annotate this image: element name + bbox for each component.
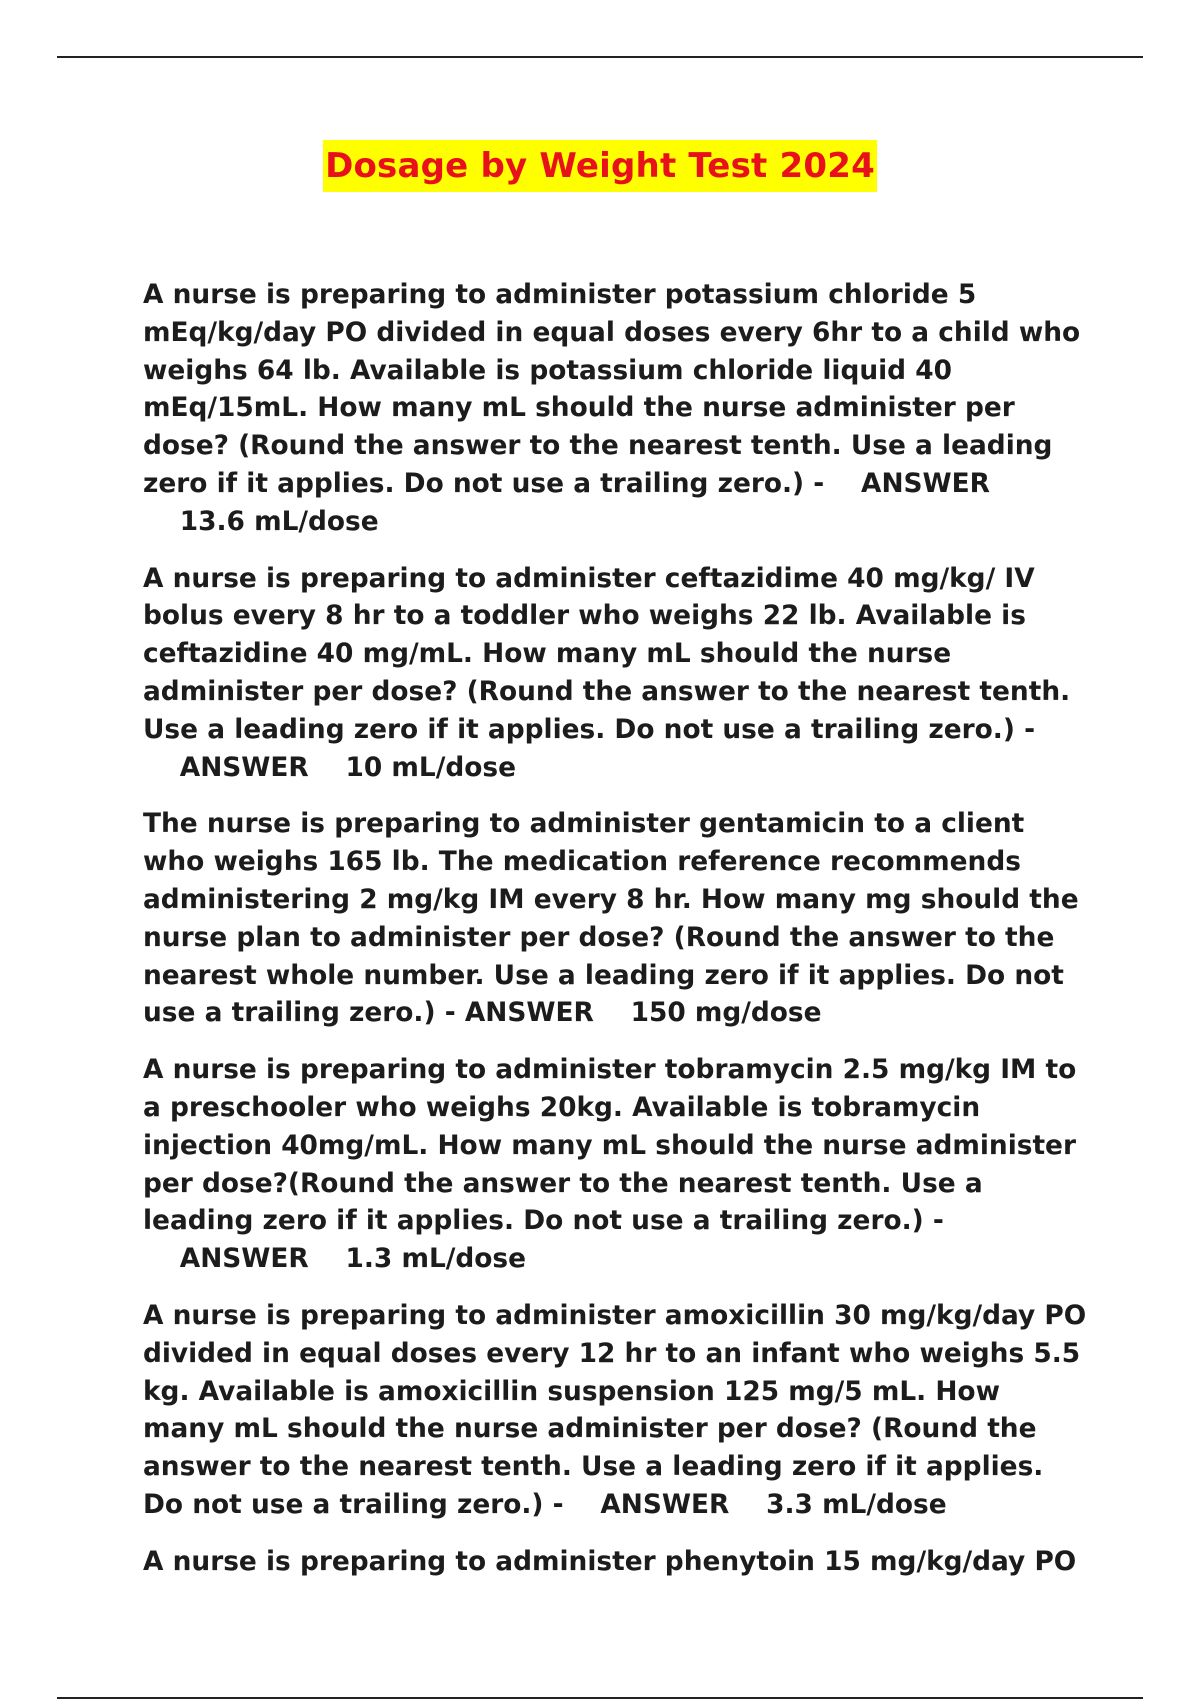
answer-label: ANSWER	[464, 997, 594, 1029]
answer-label: ANSWER	[861, 467, 991, 499]
answer-value: 3.3 mL/dose	[766, 1488, 947, 1520]
answer-label: ANSWER	[179, 1243, 309, 1275]
document-title: Dosage by Weight Test 2024	[323, 140, 877, 192]
question-item-2	[143, 560, 1088, 787]
answer-value: 13.6 mL/dose	[179, 505, 379, 537]
answer-label: ANSWER	[179, 751, 309, 783]
question-item-5	[143, 1297, 1088, 1524]
answer-value: 1.3 mL/dose	[345, 1243, 527, 1275]
bottom-rule	[57, 1697, 1143, 1699]
answer-label: ANSWER	[600, 1488, 730, 1520]
question-text: A nurse is preparing to administer tobramycin 2.5 mg/kg IM to a preschooler who weighs 20kg. Available is tobramycin injection 40mg/mL. How many mL should the nurse administer per dose?(Round the answer to the nearest tenth. Use a leading zero if it applies. Do not use a trailing zero.) -	[143, 1054, 1077, 1237]
question-text: A nurse is preparing to administer amoxicillin 30 mg/kg/day PO divided in equal doses every 12 hr to an infant who weighs 5.5 kg. Available is amoxicillin suspension 125 mg/5 mL. How many mL should the nurse administer per dose? (Round the answer to the nearest tenth. Use a leading zero if it applies. Do not use a trailing zero.) -	[143, 1299, 1087, 1520]
question-text: A nurse is preparing to administer ceftazidime 40 mg/kg/ IV bolus every 8 hr to a toddler who weighs 22 lb. Available is ceftazidine 40 mg/mL. How many mL should the nurse administer per dose? (Round the answer to the nearest tenth. Use a leading zero if it applies. Do not use a trailing zero.) -	[143, 562, 1071, 745]
question-list	[143, 276, 1088, 1581]
question-item-6-partial	[143, 1543, 1088, 1581]
answer-value: 10 mL/dose	[345, 751, 517, 783]
question-item-1	[143, 276, 1088, 541]
question-item-3	[143, 805, 1088, 1032]
title-container	[0, 140, 1200, 192]
question-item-4	[143, 1051, 1088, 1278]
answer-value: 150 mg/dose	[630, 997, 822, 1029]
question-text: A nurse is preparing to administer phenytoin 15 mg/kg/day PO	[143, 1545, 1077, 1577]
question-text: A nurse is preparing to administer potassium chloride 5 mEq/kg/day PO divided in equal doses every 6hr to a child who weighs 64 lb. Available is potassium chloride liquid 40 mEq/15mL. How many mL should the nurse administer per dose? (Round the answer to the nearest tenth. Use a leading zero if it applies. Do not use a trailing zero.) -	[143, 279, 1081, 499]
question-text: The nurse is preparing to administer gentamicin to a client who weighs 165 lb. The medication reference recommends administering 2 mg/kg IM every 8 hr. How many mg should the nurse plan to administer per dose? (Round the answer to the nearest whole number. Use a leading zero if it applies. Do not use a trailing zero.) -	[143, 808, 1079, 1029]
top-rule	[57, 56, 1143, 58]
